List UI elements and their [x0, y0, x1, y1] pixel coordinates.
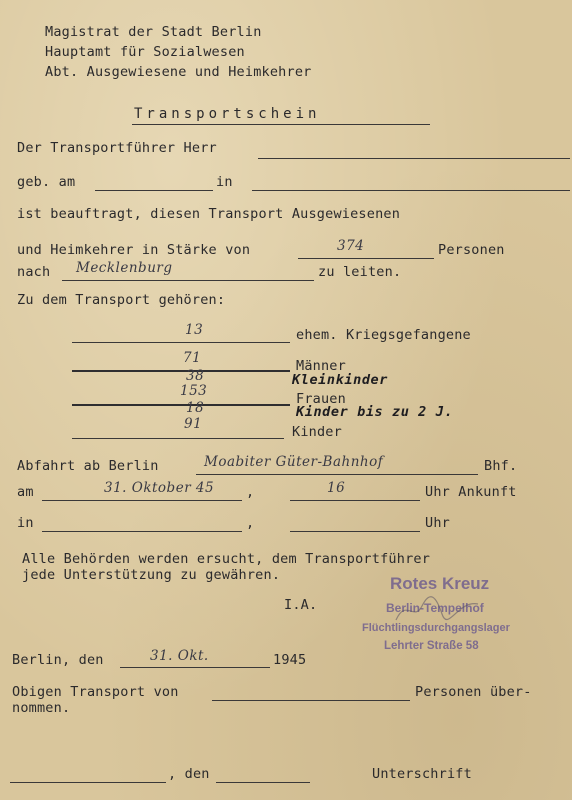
am-label: am — [17, 484, 34, 500]
stamp-line-2: Berlin-Tempelhof — [386, 601, 484, 615]
header-line-3: Abt. Ausgewiesene und Heimkehrer — [45, 64, 312, 80]
geb-line — [95, 190, 213, 191]
kinder-line — [72, 438, 284, 439]
leiten-label: zu leiten. — [318, 264, 402, 280]
abfahrt-label: Abfahrt ab Berlin — [17, 458, 159, 474]
ia-label: I.A. — [284, 597, 318, 613]
kinder-value: 91 — [184, 416, 203, 432]
kleinkinder-value: 38 — [186, 368, 205, 384]
kriegsgefangene-label: ehem. Kriegsgefangene — [296, 327, 471, 343]
kriegsgefangene-value: 13 — [185, 322, 204, 338]
kinder2-value: 18 — [186, 400, 205, 416]
geb-in-label: in — [216, 174, 233, 190]
request-line-2: jede Unterstützung zu gewähren. — [22, 567, 281, 583]
uhr-ankunft-label: Uhr Ankunft — [425, 484, 517, 500]
abfahrt-value: Moabiter Güter-Bahnhof — [204, 454, 384, 470]
uebernahme-label-a: Obigen Transport von — [12, 684, 179, 700]
geb-in-line — [252, 190, 570, 191]
comma-1: , — [246, 484, 255, 500]
staerke-line — [298, 258, 434, 259]
document-title: Transportschein — [134, 106, 321, 122]
maenner-line — [72, 370, 290, 372]
kinder2-label: Kinder bis zu 2 J. — [296, 404, 454, 420]
auftrag-line: ist beauftragt, diesen Transport Ausgewiesenen — [17, 206, 401, 222]
abfahrt-time-value: 16 — [327, 480, 346, 496]
frauen-value: 153 — [180, 383, 208, 399]
gehoeren-label: Zu dem Transport gehören: — [17, 292, 226, 308]
stamp-line-3: Flüchtlingsdurchgangslager — [362, 622, 510, 634]
uebernahme-label-b: Personen über- — [415, 684, 532, 700]
staerke-value: 374 — [337, 238, 365, 254]
nach-line — [62, 280, 314, 281]
signature-scribble — [392, 592, 482, 626]
title-underline — [132, 124, 430, 125]
comma-2: , — [246, 515, 255, 531]
kleinkinder-label: Kleinkinder — [292, 372, 389, 388]
frauen-line — [72, 404, 290, 406]
uhr-label: Uhr — [425, 515, 450, 531]
signoff-date-value: 31. Okt. — [150, 648, 209, 664]
bottom-date-line — [216, 782, 310, 783]
stamp-line-4: Lehrter Straße 58 — [384, 640, 479, 652]
abfahrt-line — [196, 474, 478, 475]
signoff-date-line — [120, 667, 270, 668]
maenner-value: 71 — [183, 350, 202, 366]
abfahrt-date-line — [42, 500, 242, 501]
uebernahme-line — [212, 700, 410, 701]
stamp-line-1: Rotes Kreuz — [390, 574, 490, 593]
request-line-1: Alle Behörden werden ersucht, dem Transportführer — [22, 551, 431, 567]
personen-label: Personen — [438, 242, 505, 258]
kinder-label: Kinder — [292, 424, 342, 440]
bhf-label: Bhf. — [484, 458, 518, 474]
fuehrer-line — [258, 158, 570, 159]
unterschrift-label: Unterschrift — [372, 766, 472, 782]
ankunft-in-label: in — [17, 515, 34, 531]
fuehrer-label: Der Transportführer Herr — [17, 140, 217, 156]
signoff-year: 1945 — [273, 652, 307, 668]
header-line-1: Magistrat der Stadt Berlin — [45, 24, 262, 40]
bottom-place-line — [10, 782, 166, 783]
ankunft-uhr-line — [290, 531, 420, 532]
abfahrt-time-line — [290, 500, 420, 501]
nach-value: Mecklenburg — [76, 260, 173, 276]
kriegsgefangene-line — [72, 342, 290, 343]
ankunft-in-line — [42, 531, 242, 532]
abfahrt-date-value: 31. Oktober 45 — [104, 480, 215, 496]
header-line-2: Hauptamt für Sozialwesen — [45, 44, 245, 60]
staerke-label: und Heimkehrer in Stärke von — [17, 242, 251, 258]
frauen-label: Frauen — [296, 391, 346, 407]
berlin-den-label: Berlin, den — [12, 652, 104, 668]
maenner-label: Männer — [296, 358, 346, 374]
nach-label: nach — [17, 264, 51, 280]
uebernahme-label-2: nommen. — [12, 700, 71, 716]
geb-label: geb. am — [17, 174, 76, 190]
bottom-den-label: , den — [168, 766, 210, 782]
